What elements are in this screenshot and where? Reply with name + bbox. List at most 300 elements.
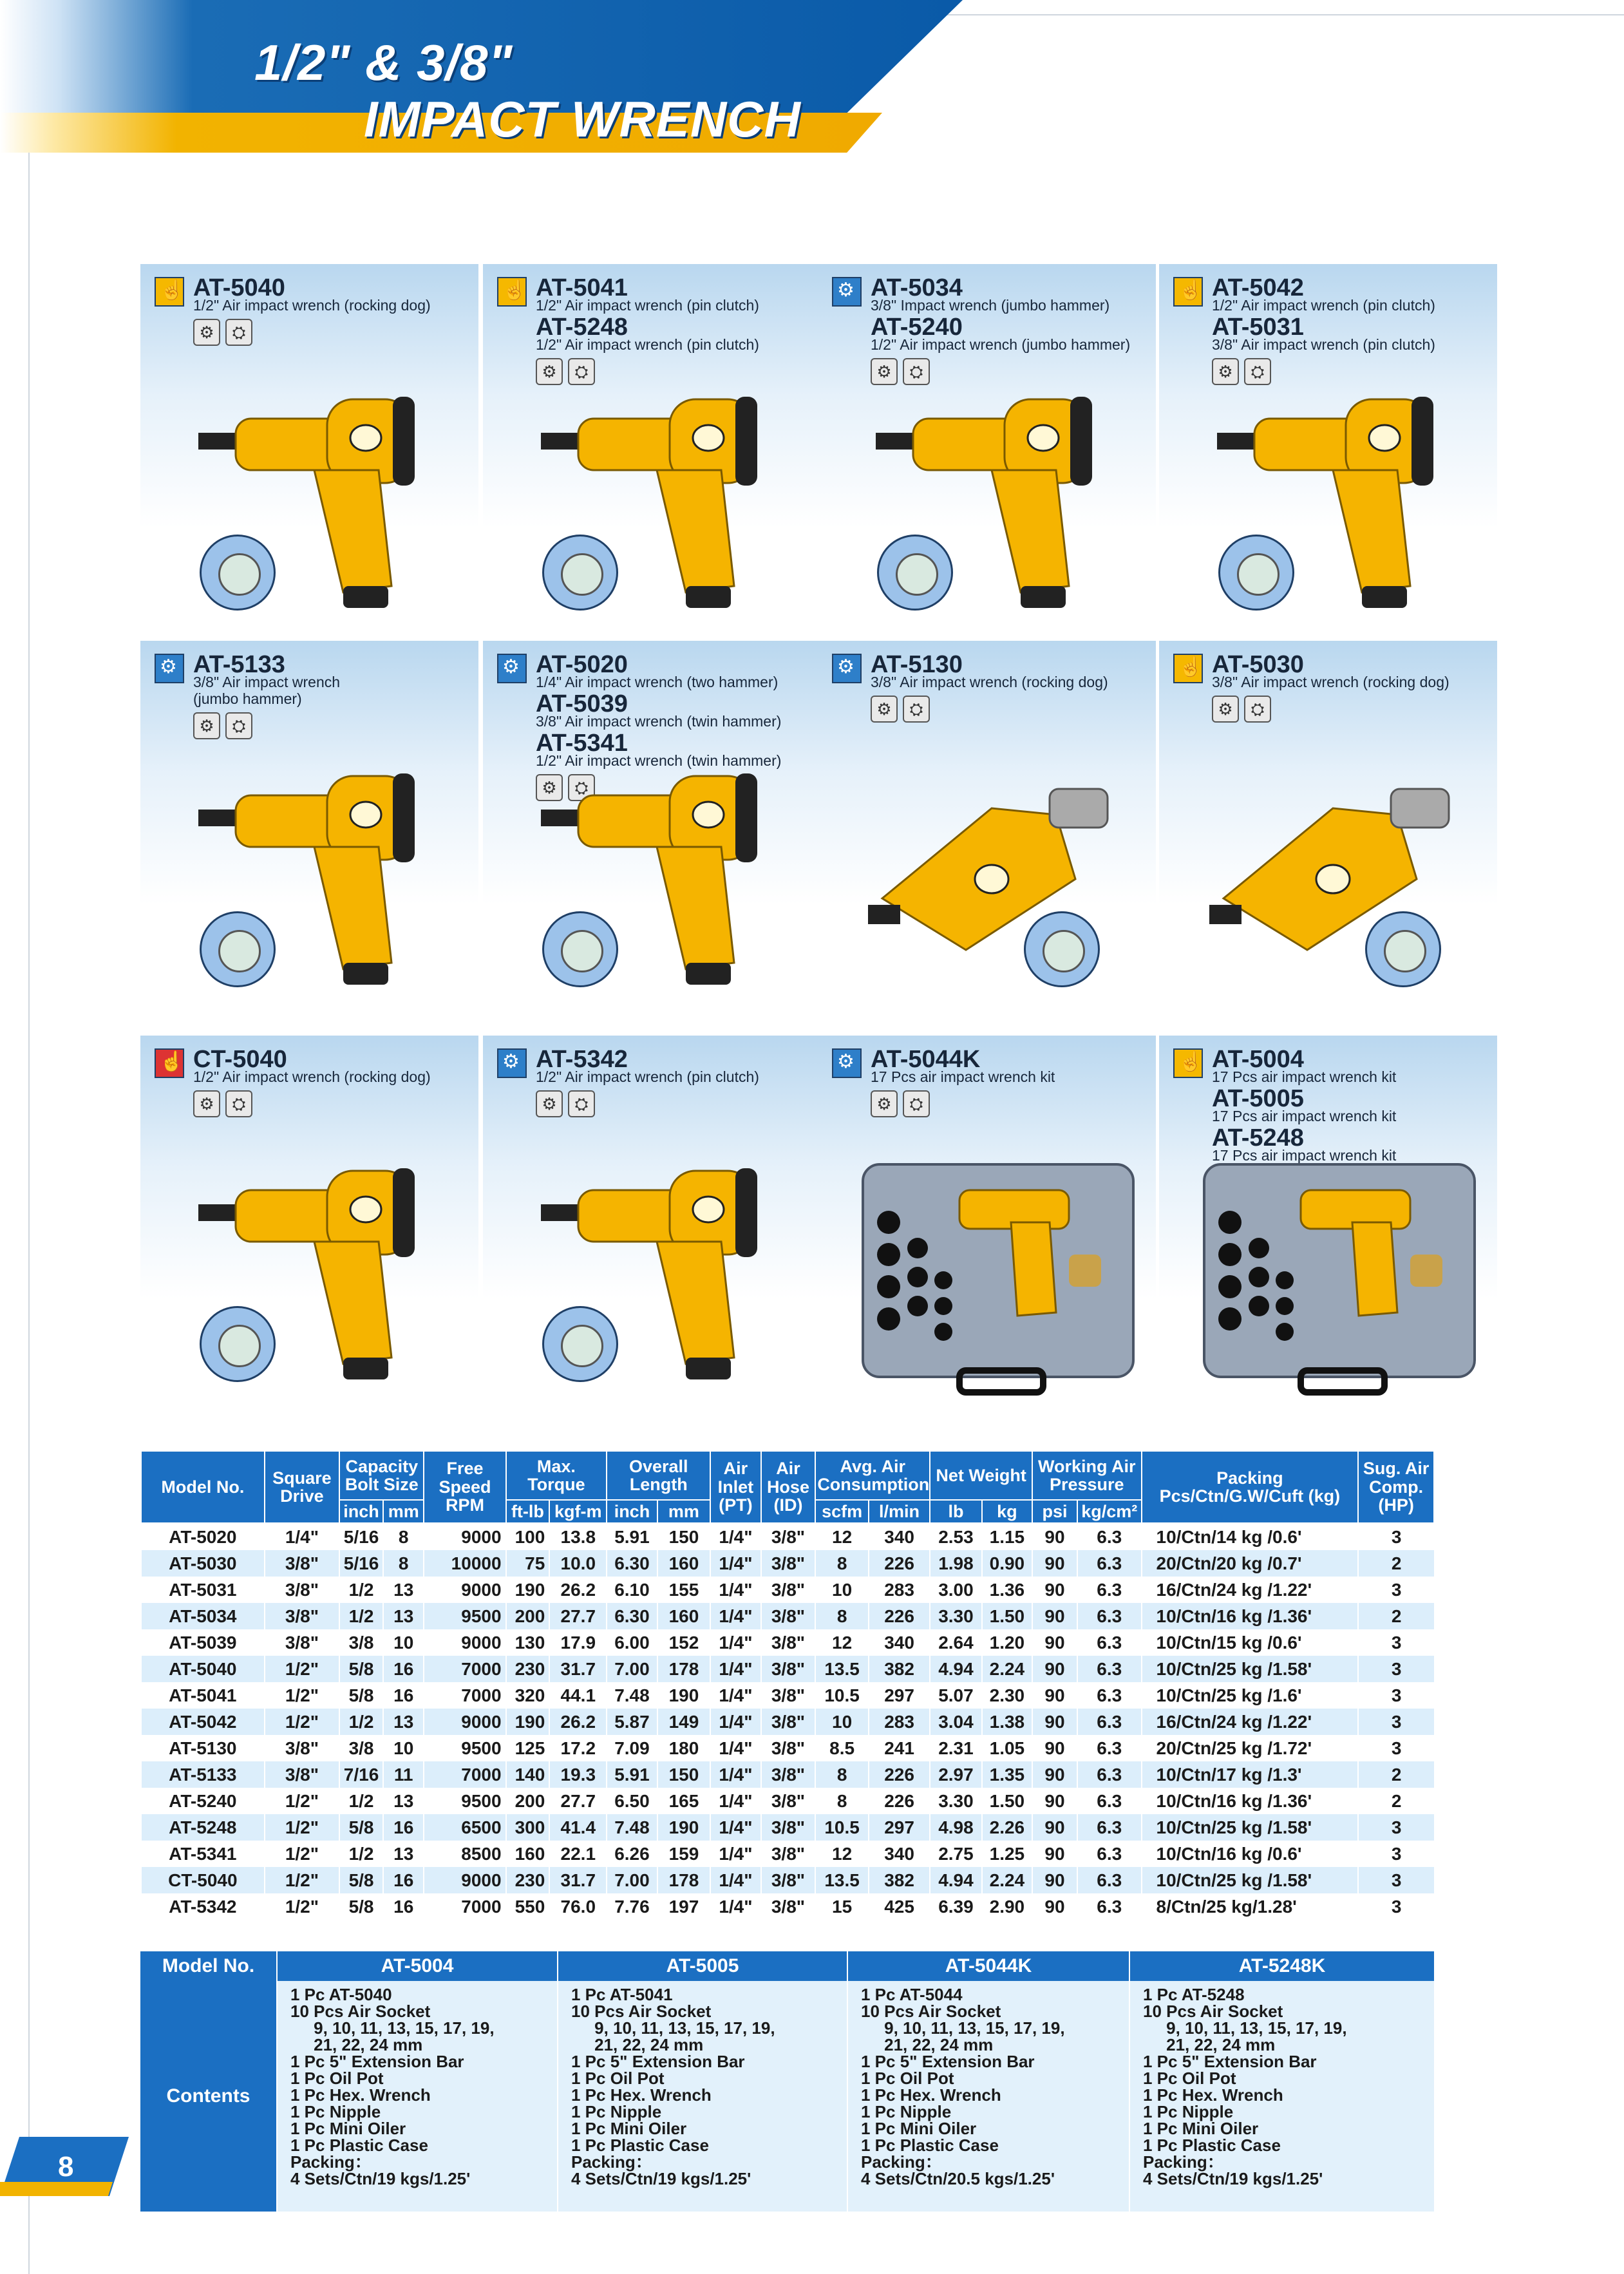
spec-cell: 5.87 bbox=[607, 1709, 657, 1735]
spec-cell: 75 bbox=[506, 1550, 550, 1577]
feature-socket-icon: ⚙ bbox=[193, 712, 220, 739]
spec-cell: 17.9 bbox=[549, 1629, 607, 1656]
spec-cell: 90 bbox=[1032, 1577, 1077, 1603]
spec-cell: 6.3 bbox=[1077, 1814, 1142, 1841]
spec-cell: 160 bbox=[657, 1603, 711, 1629]
spec-cell: 4.94 bbox=[930, 1867, 981, 1893]
feature-socket-icon: ⚙ bbox=[1212, 358, 1239, 385]
spec-cell: 160 bbox=[506, 1841, 550, 1867]
spec-cell: 10 bbox=[815, 1577, 869, 1603]
feature-clutch-icon: ⛭ bbox=[225, 319, 252, 346]
spec-cell: 12 bbox=[815, 1523, 869, 1550]
spec-cell: 3 bbox=[1358, 1682, 1434, 1709]
table-row bbox=[141, 1867, 1434, 1893]
hand-pointer-badge-icon: ☝ bbox=[1173, 277, 1203, 307]
col-square-drive: Square Drive bbox=[265, 1451, 339, 1523]
spec-cell: 7.00 bbox=[607, 1867, 657, 1893]
spec-cell: 190 bbox=[506, 1577, 550, 1603]
spec-cell: 1/2 bbox=[339, 1709, 383, 1735]
kit-contents-label: Contents bbox=[140, 1981, 277, 2212]
product-card bbox=[1159, 641, 1497, 1018]
header-title-size: 1/2" & 3/8" bbox=[254, 34, 513, 91]
kit-contents: 1 Pc AT-5040 10 Pcs Air Socket 9, 10, 11, 13, 15, 17, 19, 21, 22, 24 mm 1 Pc 5" Extension Bar 1 Pc Oil Pot 1 Pc Hex. Wrench 1 Pc Nipple 1 Pc Mini Oiler 1 Pc Plastic Case Packing： 4 Sets/Ctn/19 kgs/1.25' bbox=[277, 1981, 558, 2212]
spec-cell: 6.3 bbox=[1077, 1682, 1142, 1709]
spec-cell: 10/Ctn/17 kg /1.3' bbox=[1142, 1761, 1359, 1788]
spec-cell: 10 bbox=[815, 1709, 869, 1735]
mechanism-badge-icon: ⚙ bbox=[832, 1048, 862, 1078]
spec-cell: 1.36 bbox=[982, 1577, 1032, 1603]
spec-cell: 10.0 bbox=[549, 1550, 607, 1577]
spec-cell: 3/8 bbox=[339, 1735, 383, 1761]
spec-cell: 31.7 bbox=[549, 1656, 607, 1682]
table-row bbox=[141, 1735, 1434, 1761]
spec-cell: 3/8" bbox=[761, 1523, 816, 1550]
wrench-kit-case-image bbox=[1198, 1151, 1481, 1399]
spec-cell: 16 bbox=[383, 1893, 424, 1920]
product-description: 1/2" Air impact wrench (pin clutch) bbox=[536, 336, 759, 353]
product-card bbox=[483, 641, 821, 1018]
spec-cell: 2.31 bbox=[930, 1735, 981, 1761]
spec-cell: 10/Ctn/25 kg /1.58' bbox=[1142, 1814, 1359, 1841]
spec-cell: 165 bbox=[657, 1788, 711, 1814]
spec-cell: 1/2 bbox=[339, 1788, 383, 1814]
hand-pointer-badge-icon: ☝ bbox=[155, 1048, 184, 1078]
kit-model-label: Model No. bbox=[140, 1951, 277, 1981]
spec-cell: 160 bbox=[657, 1550, 711, 1577]
spec-cell: 16 bbox=[383, 1656, 424, 1682]
product-description: 1/2" Air impact wrench (rocking dog) bbox=[193, 297, 431, 314]
feature-socket-icon: ⚙ bbox=[871, 1090, 898, 1117]
product-description: 1/2" Air impact wrench (jumbo hammer) bbox=[871, 336, 1131, 353]
spec-cell: 3/8" bbox=[761, 1629, 816, 1656]
spec-cell: 10/Ctn/25 kg /1.58' bbox=[1142, 1656, 1359, 1682]
spec-cell: 2.75 bbox=[930, 1841, 981, 1867]
model-cell: AT-5040 bbox=[141, 1656, 265, 1682]
spec-cell: 9500 bbox=[424, 1603, 505, 1629]
product-description: 3/8" Impact wrench (jumbo hammer) bbox=[871, 297, 1110, 314]
col-net-weight: Net Weight bbox=[930, 1451, 1032, 1500]
spec-cell: 320 bbox=[506, 1682, 550, 1709]
spec-cell: 2.24 bbox=[982, 1867, 1032, 1893]
spec-cell: 130 bbox=[506, 1629, 550, 1656]
spec-cell: 340 bbox=[869, 1523, 930, 1550]
product-model-code: AT-5041 bbox=[536, 274, 628, 301]
spec-cell: 1/2" bbox=[265, 1814, 339, 1841]
feature-clutch-icon: ⛭ bbox=[903, 1090, 930, 1117]
spec-cell: 226 bbox=[869, 1761, 930, 1788]
spec-cell: 13 bbox=[383, 1577, 424, 1603]
product-model-code: AT-5248 bbox=[536, 314, 628, 341]
spec-cell: 10/Ctn/15 kg /0.6' bbox=[1142, 1629, 1359, 1656]
spec-cell: 5/8 bbox=[339, 1656, 383, 1682]
spec-cell: 10/Ctn/25 kg /1.6' bbox=[1142, 1682, 1359, 1709]
spec-cell: 200 bbox=[506, 1603, 550, 1629]
spec-cell: 1/2" bbox=[265, 1709, 339, 1735]
spec-cell: 283 bbox=[869, 1709, 930, 1735]
spec-cell: 3/8" bbox=[761, 1603, 816, 1629]
table-row bbox=[141, 1550, 1434, 1577]
spec-cell: 3 bbox=[1358, 1577, 1434, 1603]
kit-contents: 1 Pc AT-5041 10 Pcs Air Socket 9, 10, 11, 13, 15, 17, 19, 21, 22, 24 mm 1 Pc 5" Extension Bar 1 Pc Oil Pot 1 Pc Hex. Wrench 1 Pc Nipple 1 Pc Mini Oiler 1 Pc Plastic Case Packing： 4 Sets/Ctn/19 kgs/1.25' bbox=[558, 1981, 847, 2212]
page-number: 8 bbox=[58, 2151, 74, 2183]
spec-cell: 31.7 bbox=[549, 1867, 607, 1893]
spec-cell: 5.91 bbox=[607, 1523, 657, 1550]
product-description: 3/8" Air impact wrench (pin clutch) bbox=[1212, 336, 1435, 353]
spec-cell: 90 bbox=[1032, 1867, 1077, 1893]
spec-cell: 1/4" bbox=[265, 1523, 339, 1550]
spec-cell: 7/16 bbox=[339, 1761, 383, 1788]
spec-cell: 3/8" bbox=[761, 1788, 816, 1814]
spec-cell: 3/8" bbox=[761, 1577, 816, 1603]
spec-cell: 4.94 bbox=[930, 1656, 981, 1682]
spec-cell: 1/4" bbox=[710, 1709, 760, 1735]
table-row bbox=[141, 1523, 1434, 1550]
spec-cell: 3 bbox=[1358, 1814, 1434, 1841]
spec-cell: 90 bbox=[1032, 1735, 1077, 1761]
spec-cell: 3.30 bbox=[930, 1788, 981, 1814]
spec-cell: 90 bbox=[1032, 1761, 1077, 1788]
hand-pointer-badge-icon: ☝ bbox=[497, 277, 527, 307]
spec-cell: 190 bbox=[506, 1709, 550, 1735]
spec-cell: 6.39 bbox=[930, 1893, 981, 1920]
product-model-code: AT-5030 bbox=[1212, 651, 1304, 678]
spec-cell: 2.90 bbox=[982, 1893, 1032, 1920]
spec-cell: 19.3 bbox=[549, 1761, 607, 1788]
spec-cell: 90 bbox=[1032, 1709, 1077, 1735]
clutch-diagram bbox=[1024, 911, 1100, 987]
spec-cell: 8500 bbox=[424, 1841, 505, 1867]
spec-cell: 159 bbox=[657, 1841, 711, 1867]
spec-cell: 1/2 bbox=[339, 1577, 383, 1603]
product-card bbox=[818, 641, 1156, 1018]
spec-cell: 90 bbox=[1032, 1788, 1077, 1814]
spec-cell: 9000 bbox=[424, 1629, 505, 1656]
spec-cell: 1.38 bbox=[982, 1709, 1032, 1735]
spec-cell: 1.20 bbox=[982, 1629, 1032, 1656]
spec-cell: 2.97 bbox=[930, 1761, 981, 1788]
spec-cell: 90 bbox=[1032, 1841, 1077, 1867]
spec-cell: 1/4" bbox=[710, 1867, 760, 1893]
spec-cell: 90 bbox=[1032, 1603, 1077, 1629]
spec-cell: 13.5 bbox=[815, 1656, 869, 1682]
table-row bbox=[141, 1603, 1434, 1629]
table-row bbox=[141, 1814, 1434, 1841]
spec-cell: 6.30 bbox=[607, 1550, 657, 1577]
col-overall-length: Overall Length bbox=[607, 1451, 710, 1500]
spec-cell: 12 bbox=[815, 1841, 869, 1867]
spec-cell: 13 bbox=[383, 1788, 424, 1814]
product-description: 3/8" Air impact wrench (rocking dog) bbox=[871, 674, 1108, 690]
product-description: 1/4" Air impact wrench (two hammer) bbox=[536, 674, 779, 690]
product-model-code: AT-5042 bbox=[1212, 274, 1304, 301]
col-free-speed: Free Speed RPM bbox=[424, 1451, 505, 1523]
unit-header: kg/cm² bbox=[1077, 1500, 1142, 1523]
feature-socket-icon: ⚙ bbox=[536, 358, 563, 385]
spec-cell: 3 bbox=[1358, 1735, 1434, 1761]
spec-cell: 152 bbox=[657, 1629, 711, 1656]
spec-cell: 8 bbox=[815, 1761, 869, 1788]
spec-cell: 6.3 bbox=[1077, 1788, 1142, 1814]
product-card bbox=[140, 1036, 478, 1412]
spec-cell: 76.0 bbox=[549, 1893, 607, 1920]
spec-cell: 1.15 bbox=[982, 1523, 1032, 1550]
spec-cell: 2.30 bbox=[982, 1682, 1032, 1709]
spec-cell: 10 bbox=[383, 1629, 424, 1656]
unit-header: kgf-m bbox=[549, 1500, 607, 1523]
spec-cell: 226 bbox=[869, 1788, 930, 1814]
unit-header: inch bbox=[339, 1500, 383, 1523]
spec-cell: 16 bbox=[383, 1814, 424, 1841]
spec-cell: 3/8" bbox=[761, 1867, 816, 1893]
col-model: Model No. bbox=[141, 1451, 265, 1523]
spec-cell: 3 bbox=[1358, 1656, 1434, 1682]
product-model-code: AT-5020 bbox=[536, 651, 628, 678]
spec-cell: 10.5 bbox=[815, 1814, 869, 1841]
spec-cell: 1/2" bbox=[265, 1682, 339, 1709]
spec-cell: 3/8" bbox=[761, 1682, 816, 1709]
mechanism-badge-icon: ⚙ bbox=[497, 654, 527, 683]
product-model-code: AT-5044K bbox=[871, 1046, 981, 1073]
model-cell: AT-5034 bbox=[141, 1603, 265, 1629]
spec-cell: 2.24 bbox=[982, 1656, 1032, 1682]
spec-table bbox=[140, 1450, 1435, 1920]
spec-cell: 7.00 bbox=[607, 1656, 657, 1682]
spec-cell: 3/8" bbox=[761, 1550, 816, 1577]
spec-cell: 7.76 bbox=[607, 1893, 657, 1920]
product-model-code: AT-5341 bbox=[536, 730, 628, 757]
spec-cell: 3/8" bbox=[761, 1893, 816, 1920]
model-cell: AT-5130 bbox=[141, 1735, 265, 1761]
spec-cell: 20/Ctn/20 kg /0.7' bbox=[1142, 1550, 1359, 1577]
spec-cell: 4.98 bbox=[930, 1814, 981, 1841]
spec-cell: 16 bbox=[383, 1682, 424, 1709]
spec-cell: 178 bbox=[657, 1867, 711, 1893]
clutch-diagram bbox=[542, 911, 618, 987]
col-hp: Sug. Air Comp. (HP) bbox=[1358, 1451, 1434, 1523]
spec-cell: 149 bbox=[657, 1709, 711, 1735]
feature-socket-icon: ⚙ bbox=[1212, 696, 1239, 723]
model-cell: AT-5041 bbox=[141, 1682, 265, 1709]
spec-cell: 26.2 bbox=[549, 1577, 607, 1603]
spec-cell: 90 bbox=[1032, 1656, 1077, 1682]
spec-cell: 550 bbox=[506, 1893, 550, 1920]
product-model-code: AT-5342 bbox=[536, 1046, 628, 1073]
clutch-diagram bbox=[1365, 911, 1441, 987]
spec-cell: 6.00 bbox=[607, 1629, 657, 1656]
spec-cell: 1/4" bbox=[710, 1629, 760, 1656]
spec-cell: 3/8" bbox=[265, 1550, 339, 1577]
spec-cell: 3/8" bbox=[761, 1735, 816, 1761]
spec-cell: 1/4" bbox=[710, 1788, 760, 1814]
model-cell: AT-5042 bbox=[141, 1709, 265, 1735]
kit-model: AT-5248K bbox=[1129, 1951, 1435, 1981]
product-model-code: CT-5040 bbox=[193, 1046, 287, 1073]
spec-cell: 140 bbox=[506, 1761, 550, 1788]
spec-cell: 5/16 bbox=[339, 1550, 383, 1577]
spec-cell: 3/8" bbox=[265, 1603, 339, 1629]
unit-header: l/min bbox=[869, 1500, 930, 1523]
feature-socket-icon: ⚙ bbox=[536, 1090, 563, 1117]
product-description: 1/2" Air impact wrench (pin clutch) bbox=[536, 1068, 759, 1085]
spec-cell: 1/4" bbox=[710, 1893, 760, 1920]
unit-header: mm bbox=[383, 1500, 424, 1523]
spec-cell: 178 bbox=[657, 1656, 711, 1682]
col-air-hose: Air Hose (ID) bbox=[761, 1451, 816, 1523]
spec-cell: 7000 bbox=[424, 1893, 505, 1920]
spec-cell: 9500 bbox=[424, 1735, 505, 1761]
product-description: 17 Pcs air impact wrench kit bbox=[1212, 1147, 1397, 1164]
spec-cell: 1/4" bbox=[710, 1656, 760, 1682]
spec-cell: 230 bbox=[506, 1656, 550, 1682]
hand-pointer-badge-icon: ☝ bbox=[1173, 654, 1203, 683]
hand-pointer-badge-icon: ☝ bbox=[155, 277, 184, 307]
spec-cell: 5/8 bbox=[339, 1893, 383, 1920]
spec-cell: 155 bbox=[657, 1577, 711, 1603]
spec-cell: 297 bbox=[869, 1682, 930, 1709]
spec-cell: 190 bbox=[657, 1814, 711, 1841]
spec-cell: 1/2" bbox=[265, 1867, 339, 1893]
feature-clutch-icon: ⛭ bbox=[568, 358, 595, 385]
model-cell: AT-5020 bbox=[141, 1523, 265, 1550]
spec-cell: 297 bbox=[869, 1814, 930, 1841]
spec-cell: 190 bbox=[657, 1682, 711, 1709]
spec-cell: 2 bbox=[1358, 1788, 1434, 1814]
wrench-kit-case-image bbox=[856, 1151, 1140, 1399]
spec-cell: 226 bbox=[869, 1603, 930, 1629]
model-cell: AT-5341 bbox=[141, 1841, 265, 1867]
spec-cell: 5/16 bbox=[339, 1523, 383, 1550]
spec-cell: 2.26 bbox=[982, 1814, 1032, 1841]
spec-cell: 1/2 bbox=[339, 1603, 383, 1629]
table-row bbox=[141, 1682, 1434, 1709]
spec-cell: 3/8" bbox=[761, 1761, 816, 1788]
spec-cell: 6.3 bbox=[1077, 1893, 1142, 1920]
spec-cell: 100 bbox=[506, 1523, 550, 1550]
mechanism-badge-icon: ⚙ bbox=[832, 277, 862, 307]
spec-cell: 20/Ctn/25 kg /1.72' bbox=[1142, 1735, 1359, 1761]
spec-cell: 283 bbox=[869, 1577, 930, 1603]
table-row bbox=[141, 1841, 1434, 1867]
spec-cell: 6.30 bbox=[607, 1603, 657, 1629]
spec-cell: 3 bbox=[1358, 1841, 1434, 1867]
spec-cell: 27.7 bbox=[549, 1603, 607, 1629]
spec-cell: 5.07 bbox=[930, 1682, 981, 1709]
spec-cell: 22.1 bbox=[549, 1841, 607, 1867]
product-card bbox=[818, 264, 1156, 641]
clutch-diagram bbox=[542, 1306, 618, 1382]
col-working-pressure: Working Air Pressure bbox=[1032, 1451, 1141, 1500]
product-description: 17 Pcs air impact wrench kit bbox=[871, 1068, 1055, 1085]
table-row bbox=[141, 1577, 1434, 1603]
spec-cell: 13 bbox=[383, 1709, 424, 1735]
feature-clutch-icon: ⛭ bbox=[225, 712, 252, 739]
spec-cell: 2.64 bbox=[930, 1629, 981, 1656]
spec-cell: 6.3 bbox=[1077, 1629, 1142, 1656]
feature-clutch-icon: ⛭ bbox=[903, 696, 930, 723]
product-card bbox=[483, 1036, 821, 1412]
feature-socket-icon: ⚙ bbox=[871, 358, 898, 385]
spec-cell: 90 bbox=[1032, 1523, 1077, 1550]
spec-cell: 1/4" bbox=[710, 1735, 760, 1761]
mechanism-badge-icon: ⚙ bbox=[832, 654, 862, 683]
spec-cell: 150 bbox=[657, 1761, 711, 1788]
spec-cell: 10000 bbox=[424, 1550, 505, 1577]
spec-cell: 8 bbox=[815, 1788, 869, 1814]
spec-cell: 3 bbox=[1358, 1709, 1434, 1735]
spec-cell: 5/8 bbox=[339, 1867, 383, 1893]
clutch-diagram bbox=[1218, 535, 1294, 611]
model-cell: AT-5031 bbox=[141, 1577, 265, 1603]
spec-cell: 41.4 bbox=[549, 1814, 607, 1841]
spec-cell: 6500 bbox=[424, 1814, 505, 1841]
feature-socket-icon: ⚙ bbox=[193, 319, 220, 346]
product-description: 1/2" Air impact wrench (pin clutch) bbox=[1212, 297, 1435, 314]
spec-cell: 10/Ctn/16 kg /0.6' bbox=[1142, 1841, 1359, 1867]
product-model-code: AT-5240 bbox=[871, 314, 963, 341]
spec-cell: 9000 bbox=[424, 1523, 505, 1550]
unit-header: kg bbox=[982, 1500, 1032, 1523]
spec-cell: 44.1 bbox=[549, 1682, 607, 1709]
hand-pointer-badge-icon: ☝ bbox=[1173, 1048, 1203, 1078]
product-card bbox=[140, 641, 478, 1018]
spec-cell: 6.3 bbox=[1077, 1523, 1142, 1550]
spec-cell: 90 bbox=[1032, 1682, 1077, 1709]
spec-cell: 200 bbox=[506, 1788, 550, 1814]
product-card bbox=[483, 264, 821, 641]
spec-cell: 3 bbox=[1358, 1523, 1434, 1550]
product-description: 3/8" Air impact wrench bbox=[193, 674, 341, 690]
spec-cell: 3/8" bbox=[761, 1709, 816, 1735]
feature-clutch-icon: ⛭ bbox=[568, 774, 595, 801]
spec-cell: 13.5 bbox=[815, 1867, 869, 1893]
spec-cell: 13 bbox=[383, 1841, 424, 1867]
kit-model: AT-5004 bbox=[277, 1951, 558, 1981]
spec-cell: 3/8" bbox=[761, 1841, 816, 1867]
spec-cell: 7000 bbox=[424, 1682, 505, 1709]
spec-cell: 3/8" bbox=[265, 1735, 339, 1761]
model-cell: AT-5240 bbox=[141, 1788, 265, 1814]
feature-socket-icon: ⚙ bbox=[193, 1090, 220, 1117]
spec-cell: 1.98 bbox=[930, 1550, 981, 1577]
spec-cell: 8 bbox=[815, 1603, 869, 1629]
product-card bbox=[1159, 264, 1497, 641]
spec-cell: 1/2" bbox=[265, 1893, 339, 1920]
spec-cell: 1/2" bbox=[265, 1841, 339, 1867]
spec-cell: 226 bbox=[869, 1550, 930, 1577]
spec-cell: 9500 bbox=[424, 1788, 505, 1814]
kit-contents: 1 Pc AT-5248 10 Pcs Air Socket 9, 10, 11, 13, 15, 17, 19, 21, 22, 24 mm 1 Pc 5" Extension Bar 1 Pc Oil Pot 1 Pc Hex. Wrench 1 Pc Nipple 1 Pc Mini Oiler 1 Pc Plastic Case Packing： 4 Sets/Ctn/19 kgs/1.25' bbox=[1129, 1981, 1435, 2212]
spec-cell: 3 bbox=[1358, 1629, 1434, 1656]
spec-cell: 13 bbox=[383, 1603, 424, 1629]
clutch-diagram bbox=[200, 911, 276, 987]
spec-cell: 125 bbox=[506, 1735, 550, 1761]
spec-cell: 90 bbox=[1032, 1629, 1077, 1656]
feature-clutch-icon: ⛭ bbox=[225, 1090, 252, 1117]
spec-cell: 90 bbox=[1032, 1814, 1077, 1841]
table-row bbox=[141, 1761, 1434, 1788]
spec-cell: 5/8 bbox=[339, 1682, 383, 1709]
spec-cell: 425 bbox=[869, 1893, 930, 1920]
feature-clutch-icon: ⛭ bbox=[568, 1090, 595, 1117]
header-title-product: IMPACT WRENCH bbox=[364, 91, 801, 147]
spec-cell: 3.30 bbox=[930, 1603, 981, 1629]
spec-cell: 3.04 bbox=[930, 1709, 981, 1735]
spec-cell: 1.05 bbox=[982, 1735, 1032, 1761]
product-description: 1/2" Air impact wrench (pin clutch) bbox=[536, 297, 759, 314]
spec-cell: 1.50 bbox=[982, 1603, 1032, 1629]
col-air-inlet: Air Inlet (PT) bbox=[710, 1451, 760, 1523]
spec-cell: 5/8 bbox=[339, 1814, 383, 1841]
